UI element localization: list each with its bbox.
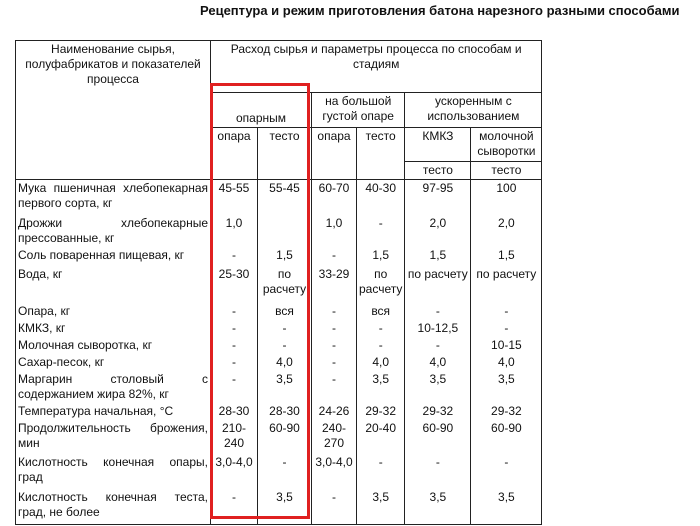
table-row	[16, 489, 542, 525]
value-cell: -	[405, 303, 471, 320]
table-row	[16, 320, 542, 337]
table-body	[16, 180, 542, 525]
value-cell: 55-45	[258, 180, 312, 215]
stage-header: тесто	[258, 128, 312, 180]
value-cell	[258, 215, 312, 247]
table-row	[16, 454, 542, 489]
row-label: Вода, кг	[16, 266, 211, 303]
value-cell: 40-30	[357, 180, 405, 215]
table-row	[16, 303, 542, 320]
value-cell: -	[211, 337, 258, 354]
value-cell: -	[405, 337, 471, 354]
value-cell: -	[312, 337, 357, 354]
row-label: Опара, кг	[16, 303, 211, 320]
value-cell: -	[312, 354, 357, 371]
row-label: Кислотность конечная опары, град	[16, 454, 211, 489]
value-cell: -	[211, 489, 258, 525]
value-cell: 4,0	[405, 354, 471, 371]
value-cell: 10-15	[471, 337, 542, 354]
value-cell: 28-30	[258, 403, 312, 420]
value-cell: 3,5	[357, 371, 405, 403]
value-cell: 100	[471, 180, 542, 215]
value-cell: -	[357, 454, 405, 489]
value-cell: -	[312, 247, 357, 266]
group-header: Расход сырья и параметры процесса по способам и стадиям	[211, 41, 542, 93]
value-cell: 1,5	[258, 247, 312, 266]
value-cell: 1,0	[211, 215, 258, 247]
value-cell: -	[357, 337, 405, 354]
table-row	[16, 215, 542, 247]
value-cell: 3,5	[357, 489, 405, 525]
stage-subheader: тесто	[405, 162, 471, 180]
value-cell: -	[471, 320, 542, 337]
value-cell: вся	[258, 303, 312, 320]
row-label: Молочная сыворотка, кг	[16, 337, 211, 354]
value-cell: 24-26	[312, 403, 357, 420]
value-cell: -	[357, 320, 405, 337]
value-cell: 28-30	[211, 403, 258, 420]
value-cell: 60-90	[405, 420, 471, 454]
table-row	[16, 180, 542, 215]
value-cell: -	[312, 303, 357, 320]
value-cell: 3,5	[405, 371, 471, 403]
table-row	[16, 371, 542, 403]
value-cell: -	[258, 454, 312, 489]
value-cell: -	[405, 454, 471, 489]
value-cell: 29-32	[405, 403, 471, 420]
value-cell: по расчету	[405, 266, 471, 303]
row-label: Мука пшеничная хлебопекарная первого сорта, кг	[16, 180, 211, 215]
value-cell: -	[211, 320, 258, 337]
value-cell: 210-240	[211, 420, 258, 454]
value-cell: -	[211, 371, 258, 403]
value-cell: 25-30	[211, 266, 258, 303]
value-cell: 240-270	[312, 420, 357, 454]
table-row	[16, 266, 542, 303]
value-cell: -	[312, 371, 357, 403]
value-cell: 1,5	[471, 247, 542, 266]
recipe-table	[15, 40, 542, 525]
value-cell: 60-90	[471, 420, 542, 454]
stage-header: опара	[211, 128, 258, 180]
value-cell: -	[357, 215, 405, 247]
value-cell: 4,0	[258, 354, 312, 371]
value-cell: 60-70	[312, 180, 357, 215]
value-cell: 1,5	[357, 247, 405, 266]
value-cell: по расчету	[471, 266, 542, 303]
page-title: Рецептура и режим приготовления батона нарезного разными способами	[200, 3, 680, 18]
value-cell: 60-90	[258, 420, 312, 454]
value-cell: -	[312, 320, 357, 337]
value-cell: -	[471, 303, 542, 320]
value-cell: -	[211, 247, 258, 266]
row-label: Маргарин столовый с содержанием жира 82%, кг	[16, 371, 211, 403]
value-cell: 4,0	[357, 354, 405, 371]
value-cell: 2,0	[471, 215, 542, 247]
table-row	[16, 420, 542, 454]
table-row	[16, 403, 542, 420]
method-header-uskorennym: ускоренным с использованием	[405, 93, 542, 128]
stage-header: опара	[312, 128, 357, 180]
value-cell: 3,5	[405, 489, 471, 525]
row-label: Кислотность конечная теста, град, не более	[16, 489, 211, 525]
value-cell: 3,5	[471, 489, 542, 525]
method-header-oparnym: опарным	[211, 93, 312, 128]
value-cell: 3,5	[258, 371, 312, 403]
table-row	[16, 247, 542, 266]
row-label: Сахар-песок, кг	[16, 354, 211, 371]
stage-subheader: тесто	[471, 162, 542, 180]
value-cell: вся	[357, 303, 405, 320]
value-cell: -	[258, 337, 312, 354]
value-cell: по расчету	[258, 266, 312, 303]
stage-header: тесто	[357, 128, 405, 180]
row-label: Дрожжи хлебопекарные прессованные, кг	[16, 215, 211, 247]
value-cell: 3,5	[471, 371, 542, 403]
stage-header: молочной сыворотки	[471, 128, 542, 162]
value-cell: 29-32	[471, 403, 542, 420]
row-label: Соль поваренная пищевая, кг	[16, 247, 211, 266]
value-cell: 1,5	[405, 247, 471, 266]
value-cell: по расчету	[357, 266, 405, 303]
value-cell: 45-55	[211, 180, 258, 215]
row-label: Температура начальная, °С	[16, 403, 211, 420]
value-cell: 3,0-4,0	[312, 454, 357, 489]
value-cell: 1,0	[312, 215, 357, 247]
value-cell: 97-95	[405, 180, 471, 215]
value-cell: 10-12,5	[405, 320, 471, 337]
row-label: Продолжительность брожения, мин	[16, 420, 211, 454]
value-cell: 3,0-4,0	[211, 454, 258, 489]
value-cell: 33-29	[312, 266, 357, 303]
value-cell: -	[211, 303, 258, 320]
row-label: КМКЗ, кг	[16, 320, 211, 337]
value-cell: 3,5	[258, 489, 312, 525]
stage-header: КМКЗ	[405, 128, 471, 162]
value-cell: 20-40	[357, 420, 405, 454]
method-header-bolshoy-opare: на большой густой опаре	[312, 93, 405, 128]
value-cell: -	[312, 489, 357, 525]
table-row	[16, 354, 542, 371]
value-cell: -	[211, 354, 258, 371]
value-cell: -	[258, 320, 312, 337]
name-column-header: Наименование сырья, полуфабрикатов и показателей процесса	[16, 41, 211, 180]
value-cell: 2,0	[405, 215, 471, 247]
table-row	[16, 337, 542, 354]
header-row-1	[16, 41, 542, 93]
value-cell: -	[471, 454, 542, 489]
value-cell: 29-32	[357, 403, 405, 420]
value-cell: 4,0	[471, 354, 542, 371]
